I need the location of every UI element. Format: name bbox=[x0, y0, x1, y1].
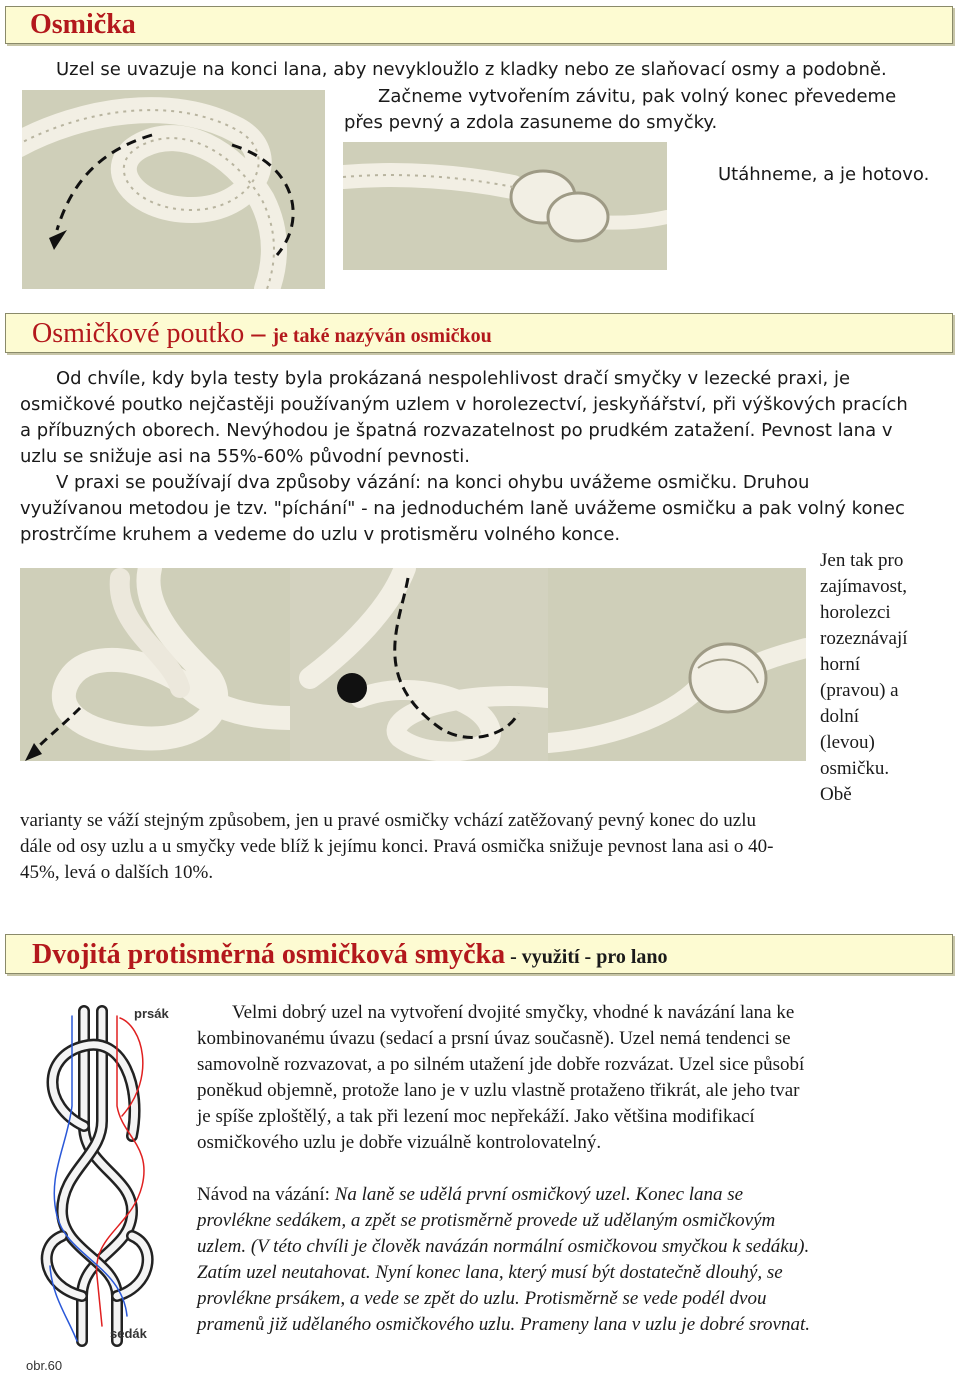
paragraph-line: V praxi se používají dva způsoby vázání: na konci ohybu uvážeme osmičku. Druhou bbox=[56, 472, 810, 493]
instructions-line bbox=[197, 1234, 809, 1260]
paragraph-line: Od chvíle, kdy byla testy byla prokázaná nespolehlivost dračí smyčky v lezecké praxi, je bbox=[56, 368, 851, 389]
instructions-line bbox=[197, 1286, 766, 1312]
instructions-label: Návod na vázání: bbox=[197, 1184, 335, 1205]
instructions-text: Zatím uzel neutahovat. Nyní konec lana, který musí být dostatečně dlouhý, se bbox=[197, 1262, 783, 1283]
instructions-line bbox=[197, 1260, 783, 1286]
side-note-line: (pravou) a bbox=[820, 680, 899, 701]
diagram-label-prsak: prsák bbox=[134, 1006, 169, 1021]
side-note-line: (levou) bbox=[820, 732, 875, 753]
side-note-line: zajímavost, bbox=[820, 576, 908, 597]
title-dash: – bbox=[244, 318, 273, 349]
instructions-line: Na laně se udělá první osmičkový uzel. Konec lana se bbox=[334, 1184, 744, 1205]
diagram-caption: obr.60 bbox=[26, 1358, 63, 1373]
photo-figure-eight-bight bbox=[20, 568, 290, 761]
side-note-line: Obě bbox=[820, 784, 852, 805]
paragraph-line: dále od osy uzlu a u smyčky vede blíž k jejímu konci. Pravá osmička snižuje pevnost lana asi o 40- bbox=[20, 836, 774, 857]
paragraph-line: prostrčíme kruhem a vedeme do uzlu v protisměru volného konce. bbox=[20, 524, 621, 545]
side-note-line: osmičku. bbox=[820, 758, 890, 779]
section-title: Osmička bbox=[30, 9, 136, 40]
instructions-text: provlékne prsákem, a vede se zpět do uzlu. Protisměrně se vede podél dvou bbox=[197, 1288, 767, 1309]
paragraph-line: je spíše zploštělý, a tak při lezení moc nepřekáží. Jako většina modifikací bbox=[197, 1106, 755, 1127]
paragraph-line: poněkud objemně, protože lano je v uzlu vlastně protaženo třikrát, ale jeho tvar bbox=[197, 1080, 800, 1101]
paragraph-line: Velmi dobrý uzel na vytvoření dvojité smyčky, vhodné k navázání lana ke bbox=[232, 1002, 795, 1023]
paragraph-line: osmičkového uzlu je dobře vizuálně kontrolovatelný. bbox=[197, 1132, 602, 1153]
photo-knot-loop bbox=[22, 90, 325, 289]
step2-text: Utáhneme, a je hotovo. bbox=[718, 164, 930, 185]
instructions-text: uzlem. (V této chvíli je člověk navázán normální osmičkovou smyčkou k sedáku). bbox=[197, 1236, 810, 1257]
section-header-dvojita bbox=[5, 934, 953, 974]
step1-line2: přes pevný a zdola zasuneme do smyčky. bbox=[344, 112, 718, 133]
section-header-poutko bbox=[5, 313, 953, 353]
photo-knot-tightened bbox=[343, 142, 667, 270]
paragraph-line: uzlu se snižuje asi na 55%-60% původní pevnosti. bbox=[20, 446, 470, 467]
photo-figure-eight-finished bbox=[548, 568, 806, 761]
side-note-line: Jen tak pro bbox=[820, 550, 904, 571]
instructions-text: pramenů již udělaného osmičkového uzlu. Prameny lana v uzlu je dobré srovnat. bbox=[197, 1314, 811, 1335]
paragraph-line: a příbuzných oborech. Nevýhodou je špatná rozvazatelnost po prudkém zatažení. Pevnost lana v bbox=[20, 420, 893, 441]
paragraph-line: kombinovanému úvazu (sedací a prsní úvaz současně). Uzel nemá tendenci se bbox=[197, 1028, 791, 1049]
instructions-line bbox=[197, 1208, 775, 1234]
section-subtitle: - využití - pro lano bbox=[505, 946, 668, 968]
instructions-first-line bbox=[197, 1182, 743, 1208]
side-note-line: horní bbox=[820, 654, 861, 675]
diagram-double-figure-eight bbox=[22, 996, 192, 1376]
photo-figure-eight-threaded bbox=[290, 568, 548, 761]
paragraph-line: varianty se váží stejným způsobem, jen u pravé osmičky vchází zatěžovaný pevný konec do uzlu bbox=[20, 810, 756, 831]
section-header-osmicka bbox=[5, 6, 953, 44]
paragraph-line: využívanou metodou je tzv. "píchání" - na jednoduchém laně uvážeme osmičku a pak volný konec bbox=[20, 498, 905, 519]
step1-line1: Začneme vytvořením závitu, pak volný konec převedeme bbox=[378, 86, 897, 107]
diagram-label-sedak: sedák bbox=[110, 1326, 147, 1341]
intro-text: Uzel se uvazuje na konci lana, aby nevykloužlo z kladky nebo ze slaňovací osmy a podobně. bbox=[56, 59, 887, 80]
paragraph-line: samovolně rozvazovat, a po silném utažení jde dobře rozvázat. Uzel sice působí bbox=[197, 1054, 805, 1075]
section-title-line bbox=[32, 939, 668, 971]
side-note-line: dolní bbox=[820, 706, 860, 727]
side-note-line: rozeznávají bbox=[820, 628, 908, 649]
section-title: Dvojitá protisměrná osmičková smyčka bbox=[32, 939, 506, 970]
paragraph-line: 45%, levá o dalších 10%. bbox=[20, 862, 214, 883]
side-note-line: horolezci bbox=[820, 602, 891, 623]
instructions-text: provlékne sedákem, a zpět se protisměrně provede už udělaným osmičkovým bbox=[197, 1210, 776, 1231]
section-title: Osmičkové poutko bbox=[32, 318, 245, 349]
section-subtitle: je také nazýván osmičkou bbox=[272, 325, 492, 347]
instructions-line bbox=[197, 1312, 810, 1338]
paragraph-line: osmičkové poutko nejčastěji používaným uzlem v horolezectví, jeskyňářství, při výškových pracích bbox=[20, 394, 908, 415]
section-title-line bbox=[32, 318, 492, 350]
